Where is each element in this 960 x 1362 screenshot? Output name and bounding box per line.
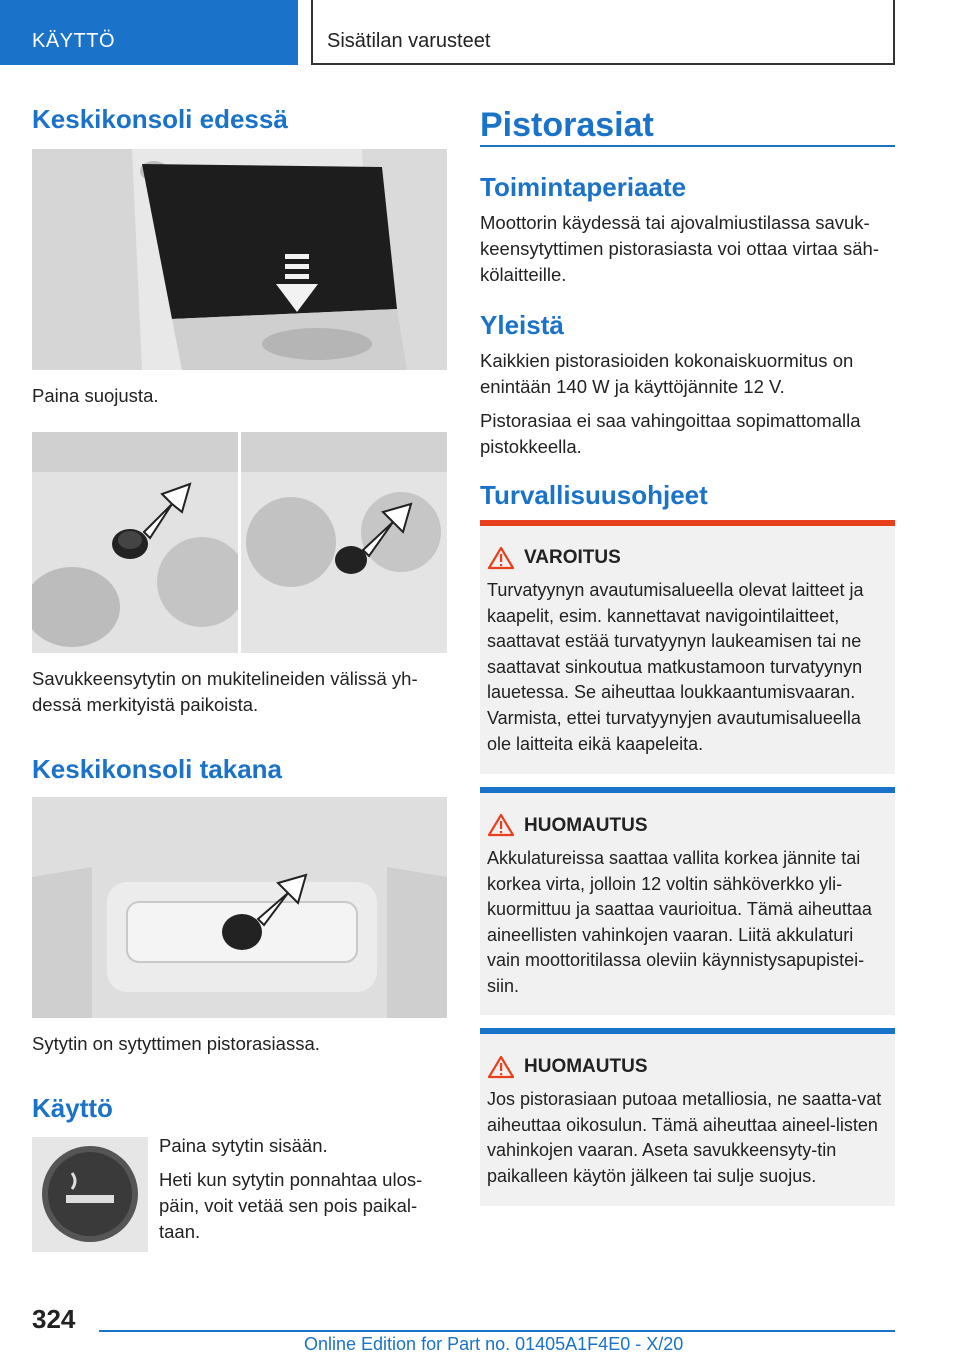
safety-heading: Turvallisuusohjeet [480,480,708,510]
rear-console-heading: Keskikonsoli takana [32,754,282,784]
lighter-button-photo [32,1137,148,1252]
front-console-illustration [32,149,447,370]
title-rule [480,145,895,147]
usage-heading: Käyttö [32,1093,113,1123]
notice-box-2 [480,1028,895,1206]
notice-bar-2 [480,1028,895,1034]
notice-text-2: Jos pistorasiaan putoaa metalliosia, ne saatta-vat aiheuttaa oikosulun. Tämä aiheuttaa aineel-listen vahinkojen vaaran. Aseta savukkeensyty-tin paikalleen käytön jälkeen tai sulje suojus. [487,1089,882,1186]
usage-text [159,1133,447,1253]
general-text [480,348,895,468]
usage-step-2: Heti kun sytytin ponnahtaa ulos-päin, voit vetää sen pois paikal-taan. [159,1169,423,1242]
warning-triangle-icon [488,546,514,570]
warning-bar [480,520,895,526]
footer-edition: Online Edition for Part no. 01405A1F4E0 - X/20 [304,1334,684,1354]
lighter-button-icon [32,1137,148,1252]
cupholder-photo-left [32,432,238,653]
cupholder-left-illustration [32,432,238,653]
page-number: 324 [32,1304,76,1334]
section-label: Sisätilan varusteet [327,30,491,52]
front-console-heading: Keskikonsoli edessä [32,104,288,134]
caption-press-cover: Paina suojusta. [32,385,159,406]
cupholder-right-illustration [241,432,447,653]
notice-bar-1 [480,787,895,793]
notice-title-1: HUOMAUTUS [524,815,648,836]
caption-lighter-location: Savukkeensytytin on mukitelineiden välissä yh-dessä merkityistä paikoista. [32,668,418,715]
notice-box-1 [480,787,895,1015]
section-tab [311,0,895,65]
front-console-photo [32,149,447,370]
notice-triangle-icon [488,1055,514,1079]
usage-step-1: Paina sytytin sisään. [159,1135,328,1156]
general-paragraph-1: Kaikkien pistorasioiden kokonaiskuormitus on enintään 140 W ja käyttöjännite 12 V. [480,350,854,397]
chapter-tab [0,0,298,65]
rear-console-photo [32,797,447,1018]
page-title: Pistorasiat [480,106,654,144]
notice-text-1: Akkulatureissa saattaa vallita korkea jännite tai korkea virta, jolloin 12 voltin sähköverkko yli-kuormittuu ja saattaa vaurioitua. Tämä aiheuttaa aineellisten vahinkojen vaaran. Liitä akkulaturi vain moottoritilassa oleviin käynnistysapupistei-siin. [487,848,872,996]
caption-lighter-socket: Sytytin on sytyttimen pistorasiassa. [32,1033,320,1054]
warning-box [480,520,895,774]
general-paragraph-2: Pistorasiaa ei saa vahingoittaa sopimattomalla pistokkeella. [480,410,861,457]
chapter-label: KÄYTTÖ [32,30,116,52]
warning-title: VAROITUS [524,547,621,568]
principle-heading: Toimintaperiaate [480,172,687,202]
notice-title-2: HUOMAUTUS [524,1056,648,1077]
notice-triangle-icon [488,813,514,837]
footer-rule [99,1330,895,1332]
general-heading: Yleistä [480,310,564,340]
warning-text: Turvatyynyn avautumisalueella olevat laitteet ja kaapelit, esim. kannettavat navigointilaitteet, saattavat estää turvatyynyn laukeamisen tai ne saattavat sinkoutua matkustamoon turvatyynyn lauetessa. Se aiheuttaa loukkaantumisvaaran. Varmista, ettei turvatyynyjen avautumisalueella ole laitteita eikä kaapeleita. [487,580,864,754]
cupholder-photo-right [241,432,447,653]
rear-console-illustration [32,797,447,1018]
principle-text: Moottorin käydessä tai ajovalmiustilassa savuk-keensytyttimen pistorasiasta voi ottaa virtaa säh-kölaitteille. [480,212,879,285]
